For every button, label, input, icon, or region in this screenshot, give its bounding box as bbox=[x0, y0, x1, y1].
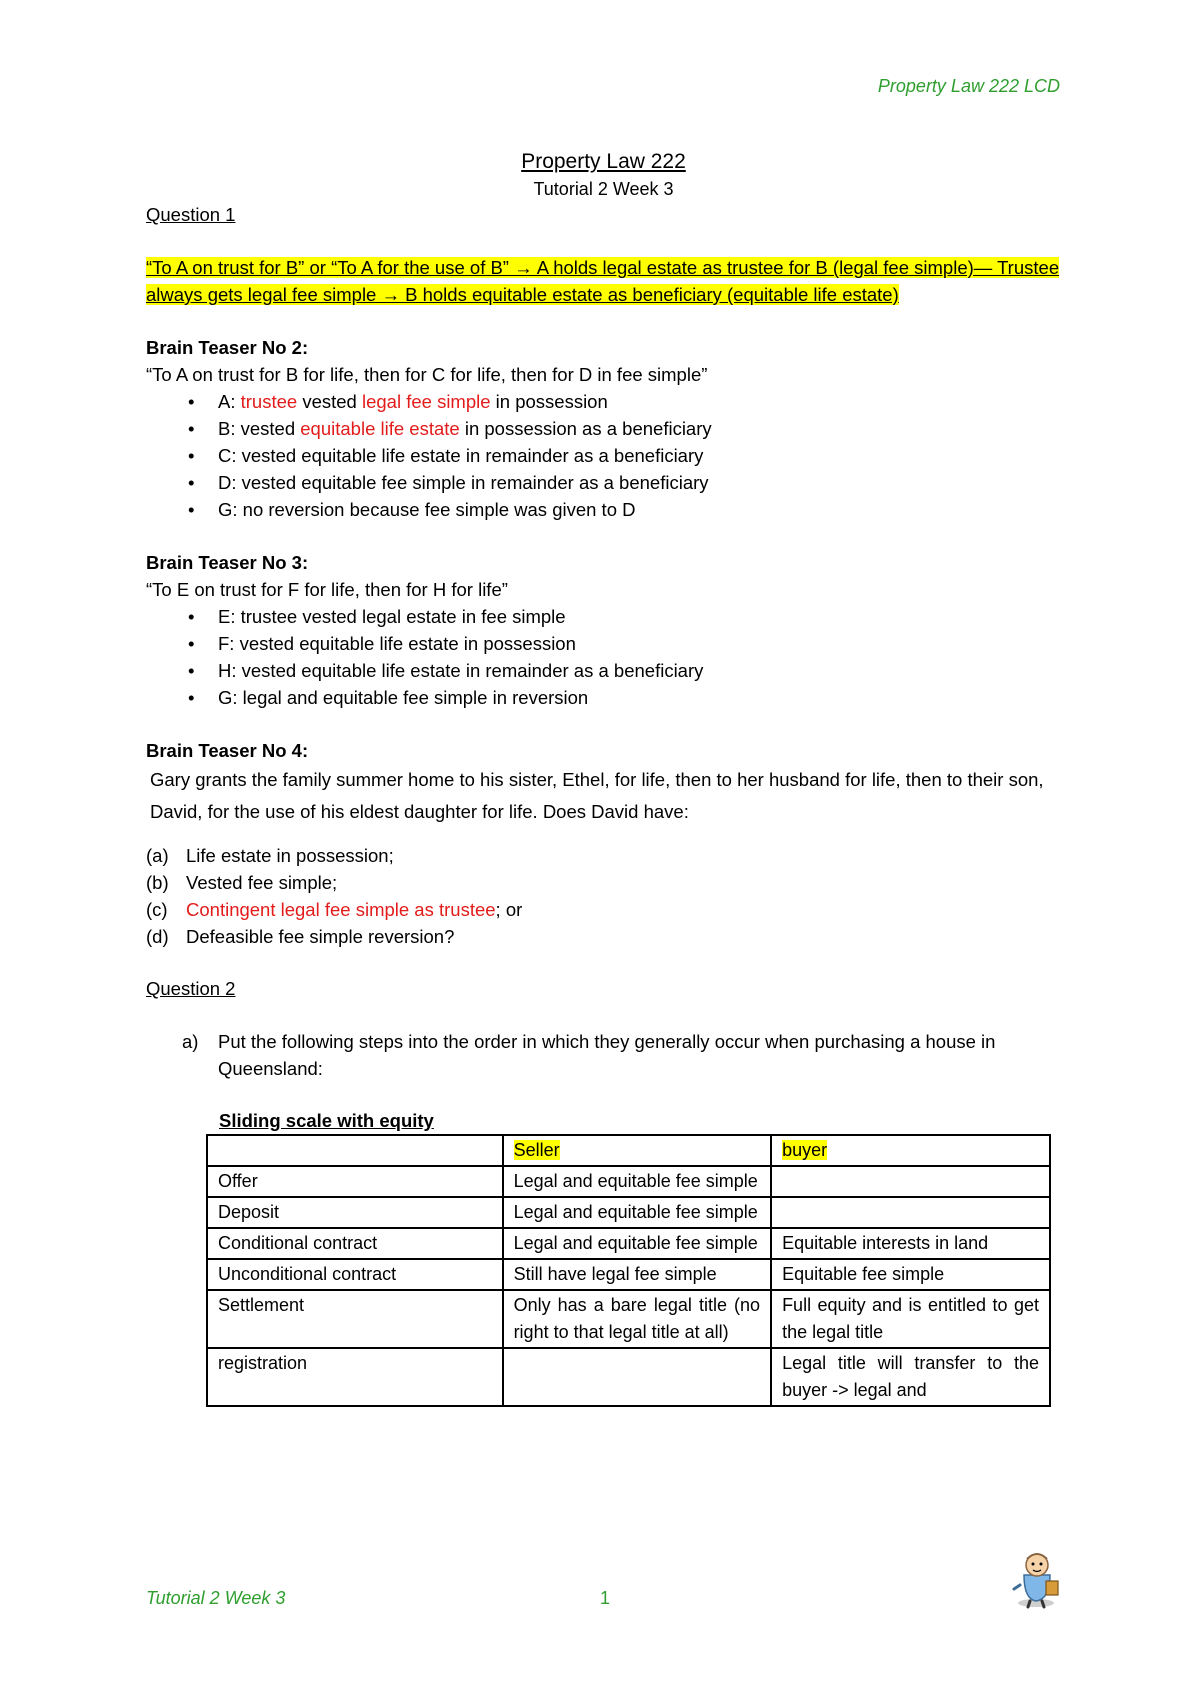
table-row: Conditional contract Legal and equitable fee simple Equitable interests in land bbox=[207, 1228, 1050, 1259]
page-header: Property Law 222 LCD bbox=[877, 76, 1060, 96]
table-row: registration Legal title will transfer to the buyer -> legal and bbox=[207, 1348, 1050, 1406]
document-subtitle: Tutorial 2 Week 3 bbox=[533, 179, 674, 199]
question-1-answer bbox=[146, 254, 1061, 308]
question-2a-text: Put the following steps into the order in which they generally occur when purchasing a house in Queensland: bbox=[218, 1031, 996, 1079]
brain-teaser-3-heading: Brain Teaser No 3: bbox=[146, 552, 309, 573]
brain-teaser-4-heading: Brain Teaser No 4: bbox=[146, 740, 309, 761]
table-header-row bbox=[207, 1135, 1050, 1166]
table-row: Settlement Only has a bare legal title (no right to that legal title at all) Full equity and is entitled to get the legal title bbox=[207, 1290, 1050, 1348]
brain-teaser-2-list bbox=[146, 388, 1061, 523]
brain-teaser-3-list bbox=[146, 603, 1061, 711]
sliding-scale-table bbox=[206, 1134, 1051, 1407]
list-item: • E: trustee vested legal estate in fee simple bbox=[218, 603, 1061, 630]
table-row: Unconditional contract Still have legal fee simple Equitable fee simple bbox=[207, 1259, 1050, 1290]
page-number: 1 bbox=[600, 1588, 611, 1608]
question-2-heading: Question 2 bbox=[146, 978, 236, 999]
cartoon-mascot-icon bbox=[1010, 1545, 1066, 1609]
document-title: Property Law 222 bbox=[521, 150, 686, 173]
list-item: • C: vested equitable life estate in remainder as a beneficiary bbox=[218, 442, 1061, 469]
list-item: (a) Life estate in possession; bbox=[146, 845, 394, 866]
brain-teaser-4-options bbox=[146, 842, 1061, 950]
list-item: (b) Vested fee simple; bbox=[146, 872, 338, 893]
document-body bbox=[146, 148, 1061, 1407]
brain-teaser-2-quote: “To A on trust for B for life, then for C for life, then for D in fee simple” bbox=[146, 364, 708, 385]
table-title: Sliding scale with equity bbox=[219, 1110, 434, 1131]
brain-teaser-3-quote: “To E on trust for F for life, then for H for life” bbox=[146, 579, 508, 600]
highlighted-text: “To A on trust for B” or “To A for the use of B” → A holds legal estate as trustee for B (legal fee simple)— Trustee always gets legal fee simple → B holds equitable estate as beneficiary (equitable life estate) bbox=[146, 257, 1060, 305]
list-item: (c) Contingent legal fee simple as trustee; or bbox=[146, 899, 523, 920]
table-row: Offer Legal and equitable fee simple bbox=[207, 1166, 1050, 1197]
list-item: • F: vested equitable life estate in possession bbox=[218, 630, 1061, 657]
column-header-seller: Seller bbox=[513, 1140, 560, 1160]
list-item: • B: vested equitable life estate in possession as a beneficiary bbox=[218, 415, 1061, 442]
list-item: (d) Defeasible fee simple reversion? bbox=[146, 926, 455, 947]
brain-teaser-2-heading: Brain Teaser No 2: bbox=[146, 337, 309, 358]
list-item: • A: trustee vested legal fee simple in possession bbox=[218, 388, 1061, 415]
list-item: • G: no reversion because fee simple was given to D bbox=[218, 496, 1061, 523]
question-1-heading: Question 1 bbox=[146, 204, 236, 225]
list-item: • G: legal and equitable fee simple in reversion bbox=[218, 684, 1061, 711]
brain-teaser-4-text: Gary grants the family summer home to his sister, Ethel, for life, then to her husband for life, then to their son, David, for the use of his eldest daughter for life. Does David have: bbox=[150, 769, 1044, 822]
table-row: Deposit Legal and equitable fee simple bbox=[207, 1197, 1050, 1228]
column-header-buyer: buyer bbox=[782, 1140, 828, 1160]
page-footer: Tutorial 2 Week 3 bbox=[146, 1588, 286, 1608]
list-item: • D: vested equitable fee simple in remainder as a beneficiary bbox=[218, 469, 1061, 496]
question-2a: a) Put the following steps into the order in which they generally occur when purchasing a house in Queensland: bbox=[146, 1028, 1061, 1082]
list-item: • H: vested equitable life estate in remainder as a beneficiary bbox=[218, 657, 1061, 684]
